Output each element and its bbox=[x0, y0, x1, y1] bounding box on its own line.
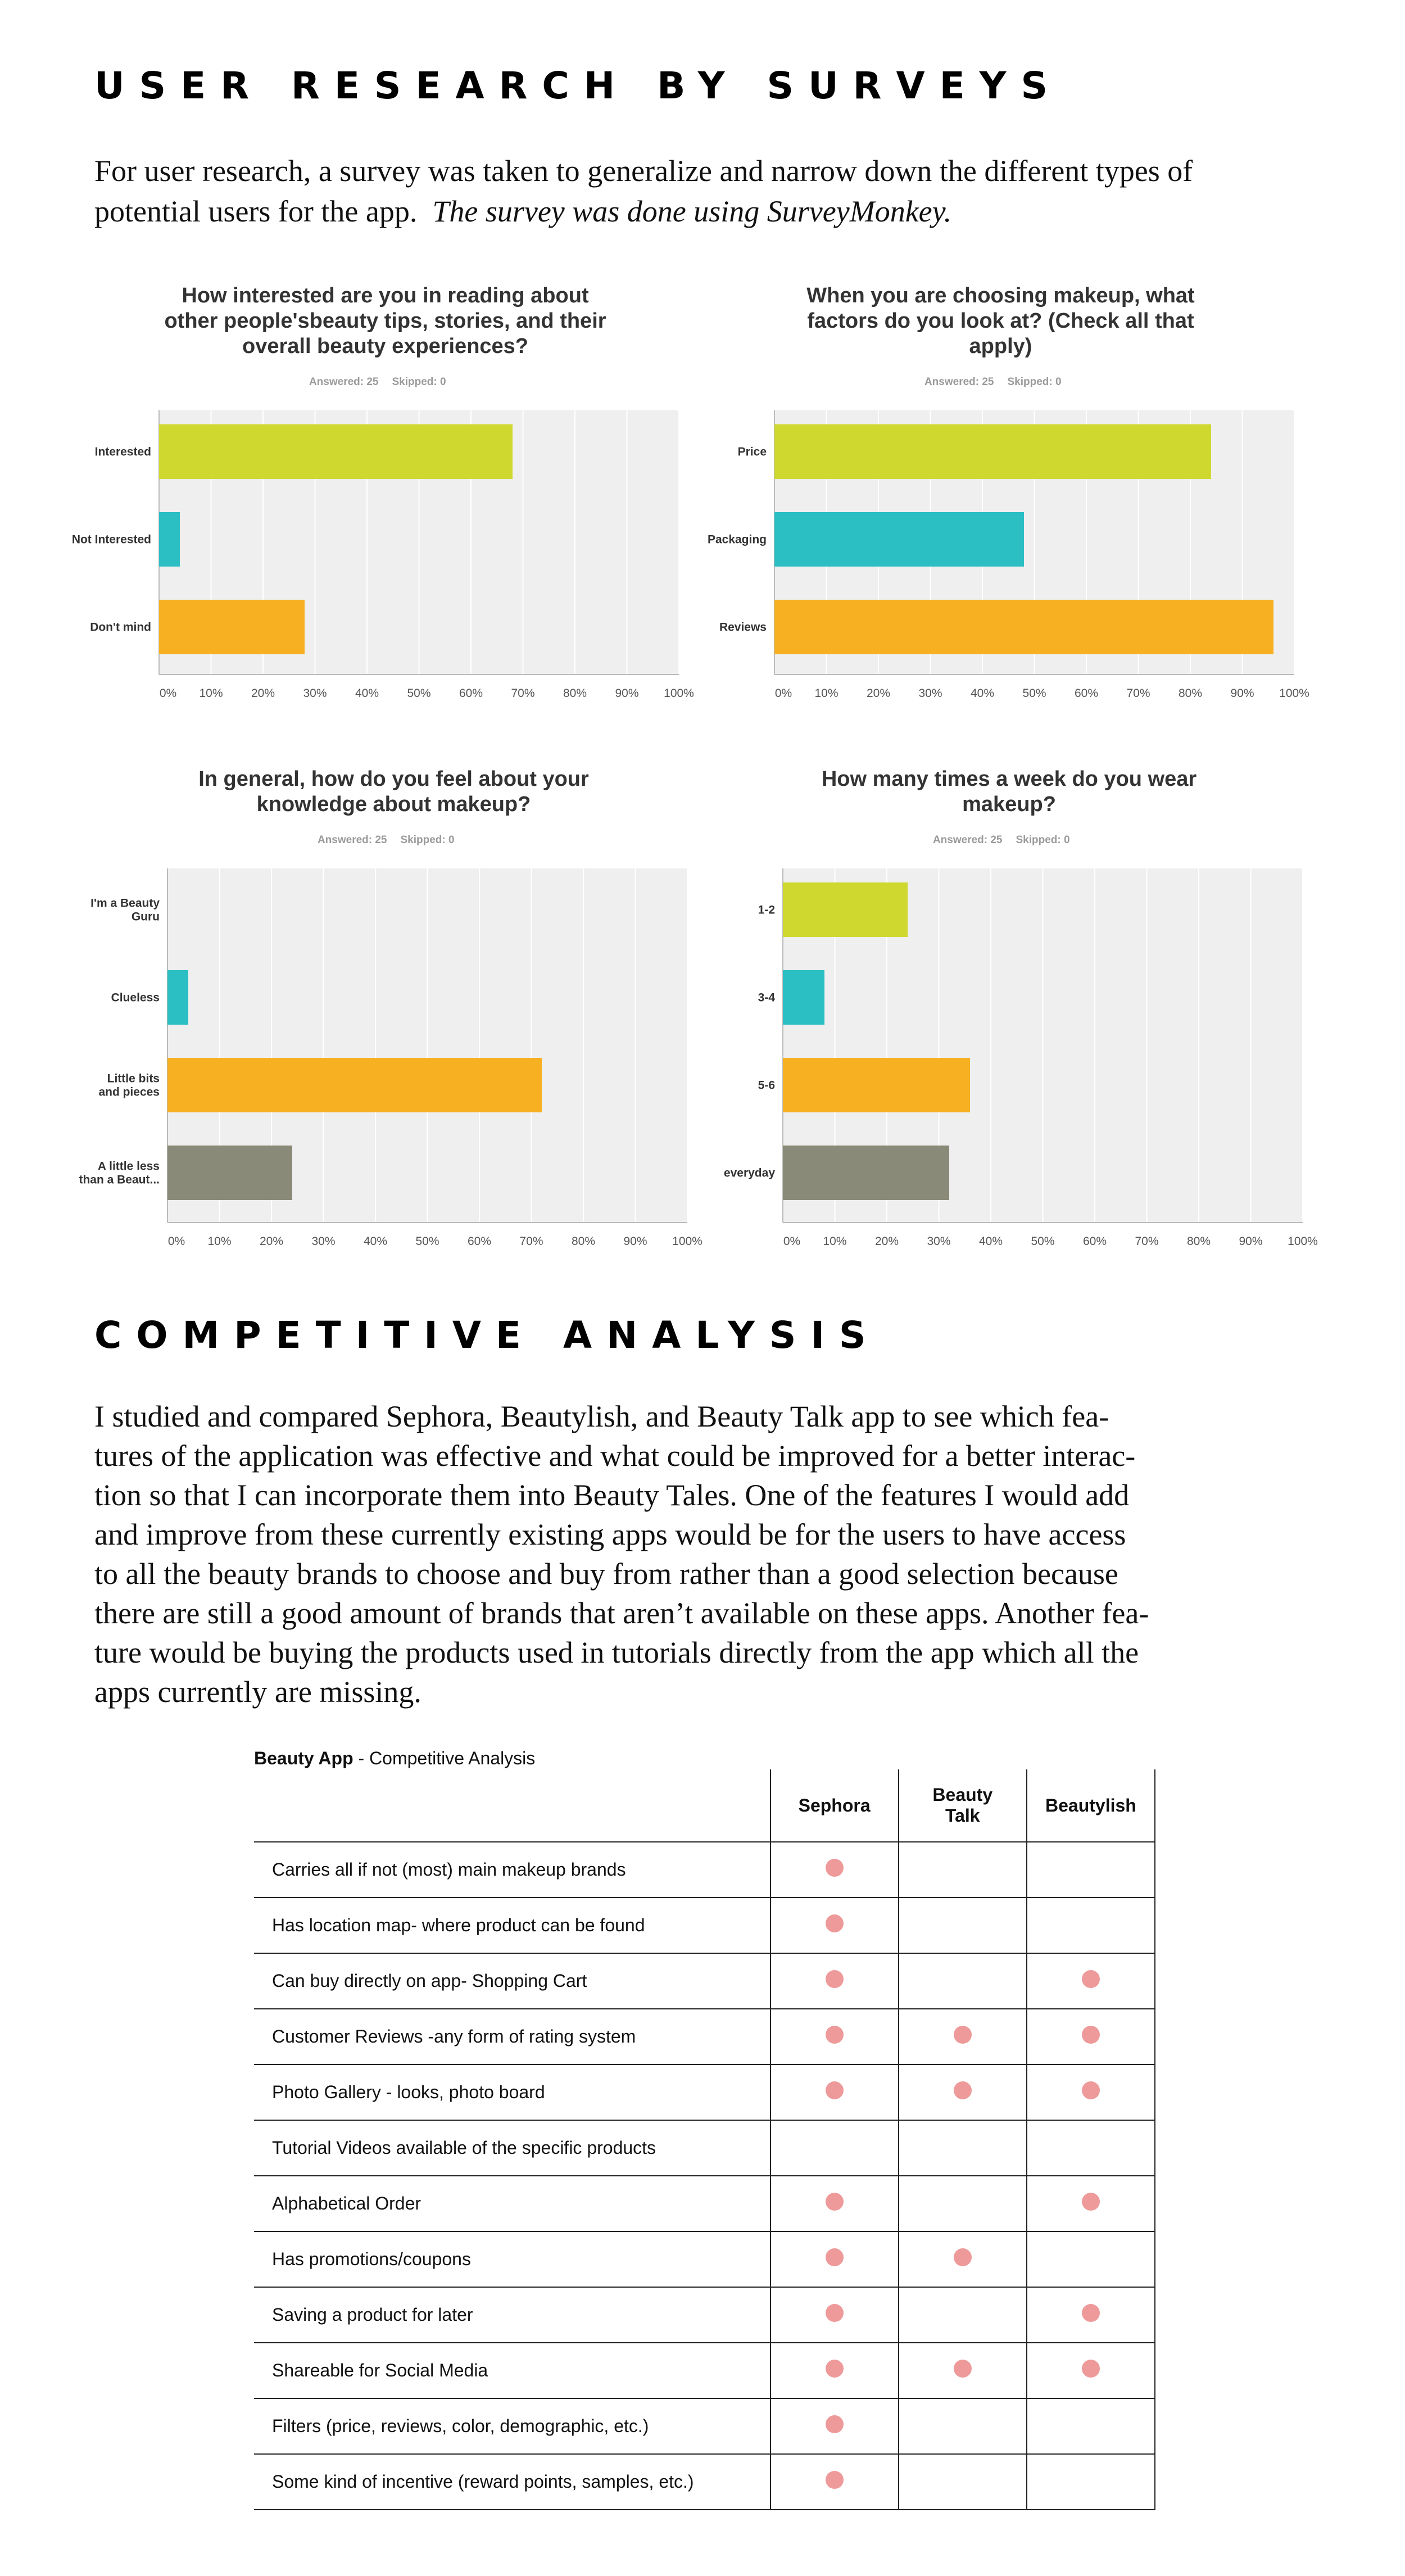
section-heading-competitive-analysis: COMPETITIVE ANALYSIS bbox=[94, 1314, 881, 1357]
check-dot-icon bbox=[826, 1859, 844, 1877]
check-dot-icon bbox=[954, 2248, 972, 2266]
paragraph-line: I studied and compared Sephora, Beautylish, and Beauty Talk app to see which fea- bbox=[94, 1400, 1109, 1433]
chart-svg bbox=[56, 281, 697, 703]
feature-label: Shareable for Social Media bbox=[254, 2343, 771, 2398]
feature-cell bbox=[899, 2009, 1027, 2065]
x-tick-label: 70% bbox=[1135, 1235, 1159, 1248]
feature-label: Photo Gallery - looks, photo board bbox=[254, 2065, 771, 2120]
x-tick-label: 40% bbox=[978, 1235, 1003, 1248]
x-tick-label: 60% bbox=[1074, 687, 1099, 700]
category-label: Clueless bbox=[111, 991, 160, 1004]
intro-text: For user research, a survey was taken to generalize and narrow down the different types of potential users for the app. bbox=[94, 154, 1193, 228]
x-tick-label: 60% bbox=[467, 1235, 492, 1248]
feature-cell bbox=[899, 2343, 1027, 2398]
x-tick-label: 100% bbox=[1288, 1235, 1318, 1248]
x-tick-label: 20% bbox=[259, 1235, 284, 1248]
intro-paragraph bbox=[94, 151, 1303, 232]
bar-packaging bbox=[774, 512, 1024, 567]
check-dot-icon bbox=[1082, 2026, 1100, 2044]
category-label: Not Interested bbox=[71, 533, 151, 546]
table-row bbox=[254, 2065, 1155, 2120]
x-tick-label: 90% bbox=[1239, 1235, 1263, 1248]
table-row bbox=[254, 2454, 1155, 2510]
x-tick-label: 80% bbox=[1186, 1235, 1211, 1248]
check-dot-icon bbox=[826, 2026, 844, 2044]
section-heading-user-research: USER RESEARCH BY SURVEYS bbox=[94, 64, 1062, 107]
x-tick-label: 90% bbox=[615, 687, 639, 700]
category-label: Reviews bbox=[719, 621, 767, 634]
feature-cell bbox=[899, 2454, 1027, 2510]
feature-label: Filters (price, reviews, color, demographic, etc.) bbox=[254, 2398, 771, 2454]
feature-cell bbox=[899, 1842, 1027, 1898]
table-row bbox=[254, 2120, 1155, 2176]
table-row bbox=[254, 2287, 1155, 2343]
check-dot-icon bbox=[826, 2360, 844, 2378]
feature-label: Has location map- where product can be found bbox=[254, 1898, 771, 1953]
bar-little-bits-and-pieces bbox=[167, 1058, 542, 1112]
column-header-beautylish: Beautylish bbox=[1027, 1769, 1155, 1842]
table-row bbox=[254, 1953, 1155, 2009]
feature-cell bbox=[1027, 1953, 1155, 2009]
x-tick-label: 60% bbox=[459, 687, 483, 700]
check-dot-icon bbox=[954, 2026, 972, 2044]
feature-cell bbox=[771, 2454, 899, 2510]
x-tick-label: 90% bbox=[1230, 687, 1254, 700]
x-tick-label: 40% bbox=[355, 687, 379, 700]
check-dot-icon bbox=[1082, 2304, 1100, 2322]
x-tick-label: 0% bbox=[167, 1235, 185, 1248]
feature-label: Tutorial Videos available of the specific products bbox=[254, 2120, 771, 2176]
category-label: everyday bbox=[723, 1166, 775, 1180]
bar-5-6 bbox=[783, 1058, 970, 1112]
x-tick-label: 50% bbox=[415, 1235, 439, 1248]
feature-cell bbox=[771, 2176, 899, 2231]
bar-clueless bbox=[167, 970, 188, 1025]
skipped-count: Skipped: 0 bbox=[392, 376, 446, 388]
feature-label: Saving a product for later bbox=[254, 2287, 771, 2343]
paragraph-line: tion so that I can incorporate them into Beauty Tales. One of the features I would add bbox=[94, 1478, 1130, 1512]
category-label: and pieces bbox=[98, 1085, 160, 1099]
x-tick-label: 100% bbox=[1279, 687, 1309, 700]
competitive-analysis-table bbox=[254, 1769, 1155, 2510]
check-dot-icon bbox=[954, 2360, 972, 2378]
feature-cell bbox=[1027, 2398, 1155, 2454]
paragraph-line: ture would be buying the products used in tutorials directly from the app which all the bbox=[94, 1636, 1139, 1669]
answered-count: Answered: 25 bbox=[932, 834, 1003, 846]
category-label: 1-2 bbox=[758, 903, 775, 917]
table-row bbox=[254, 2398, 1155, 2454]
feature-cell bbox=[899, 1898, 1027, 1953]
skipped-count: Skipped: 0 bbox=[1016, 834, 1070, 846]
feature-cell bbox=[1027, 2120, 1155, 2176]
check-dot-icon bbox=[826, 1914, 844, 1932]
chart-makeup-knowledge bbox=[56, 764, 703, 1251]
skipped-count: Skipped: 0 bbox=[400, 834, 455, 846]
chart-svg bbox=[672, 764, 1318, 1251]
feature-cell bbox=[899, 2176, 1027, 2231]
feature-cell bbox=[771, 2343, 899, 2398]
x-tick-label: 10% bbox=[207, 1235, 232, 1248]
x-tick-label: 20% bbox=[251, 687, 275, 700]
category-label: 5-6 bbox=[758, 1079, 775, 1092]
chart-makeup-frequency bbox=[672, 764, 1318, 1251]
feature-cell bbox=[899, 2398, 1027, 2454]
feature-label: Carries all if not (most) main makeup brands bbox=[254, 1842, 771, 1898]
feature-cell bbox=[771, 2009, 899, 2065]
feature-label: Can buy directly on app- Shopping Cart bbox=[254, 1953, 771, 2009]
feature-cell bbox=[1027, 2231, 1155, 2287]
category-label: Little bits bbox=[107, 1072, 160, 1085]
feature-label: Has promotions/coupons bbox=[254, 2231, 771, 2287]
intro-italic-text: The survey was done using SurveyMonkey. bbox=[432, 194, 952, 228]
x-tick-label: 20% bbox=[874, 1235, 899, 1248]
bar-3-4 bbox=[783, 970, 824, 1025]
skipped-count: Skipped: 0 bbox=[1007, 376, 1062, 388]
feature-label: Customer Reviews -any form of rating system bbox=[254, 2009, 771, 2065]
table-row bbox=[254, 1898, 1155, 1953]
check-dot-icon bbox=[1082, 2360, 1100, 2378]
feature-cell bbox=[1027, 2009, 1155, 2065]
feature-cell bbox=[1027, 2454, 1155, 2510]
category-label: Packaging bbox=[707, 533, 767, 546]
table-caption bbox=[254, 1748, 535, 1769]
x-tick-label: 40% bbox=[363, 1235, 388, 1248]
feature-cell bbox=[899, 1953, 1027, 2009]
category-label: Price bbox=[737, 445, 767, 459]
answered-count: Answered: 25 bbox=[317, 834, 387, 846]
chart-title-line: When you are choosing makeup, what bbox=[806, 284, 1195, 307]
x-tick-label: 70% bbox=[511, 687, 535, 700]
chart-interest-beauty-stories bbox=[56, 281, 697, 703]
chart-title-line: overall beauty experiences? bbox=[242, 334, 529, 358]
check-dot-icon bbox=[826, 2415, 844, 2433]
category-label: Interested bbox=[94, 445, 151, 459]
feature-cell bbox=[899, 2231, 1027, 2287]
feature-cell bbox=[1027, 2176, 1155, 2231]
x-tick-label: 50% bbox=[1022, 687, 1046, 700]
x-tick-label: 80% bbox=[1178, 687, 1203, 700]
chart-svg bbox=[672, 281, 1312, 703]
bar-price bbox=[774, 424, 1211, 479]
column-header-sephora: Sephora bbox=[771, 1769, 899, 1842]
chart-title-line: How interested are you in reading about bbox=[182, 284, 589, 307]
chart-title-line: makeup? bbox=[962, 793, 1056, 816]
check-dot-icon bbox=[826, 2081, 844, 2099]
feature-cell bbox=[771, 1898, 899, 1953]
category-label: Don't mind bbox=[90, 621, 151, 634]
x-tick-label: 0% bbox=[783, 1235, 801, 1248]
x-tick-label: 50% bbox=[407, 687, 431, 700]
check-dot-icon bbox=[1082, 1970, 1100, 1988]
table-row bbox=[254, 2343, 1155, 2398]
x-tick-label: 50% bbox=[1031, 1235, 1055, 1248]
check-dot-icon bbox=[954, 2081, 972, 2099]
x-tick-label: 30% bbox=[918, 687, 942, 700]
feature-cell bbox=[771, 2398, 899, 2454]
category-label: A little less bbox=[97, 1160, 160, 1173]
table-row bbox=[254, 1842, 1155, 1898]
chart-svg bbox=[56, 764, 703, 1251]
feature-cell bbox=[1027, 2343, 1155, 2398]
paragraph-line: and improve from these currently existing apps would be for the users to have access bbox=[94, 1518, 1126, 1551]
chart-title-line: other people'sbeauty tips, stories, and their bbox=[164, 309, 606, 333]
check-dot-icon bbox=[1082, 2193, 1100, 2211]
check-dot-icon bbox=[826, 2304, 844, 2322]
check-dot-icon bbox=[826, 2471, 844, 2489]
chart-title-line: apply) bbox=[969, 334, 1032, 358]
check-dot-icon bbox=[826, 2248, 844, 2266]
feature-cell bbox=[771, 2231, 899, 2287]
feature-label: Alphabetical Order bbox=[254, 2176, 771, 2231]
x-tick-label: 60% bbox=[1082, 1235, 1107, 1248]
answered-count: Answered: 25 bbox=[924, 376, 994, 388]
paragraph-line: to all the beauty brands to choose and buy from rather than a good selection because bbox=[94, 1557, 1118, 1591]
x-tick-label: 30% bbox=[927, 1235, 951, 1248]
table-row bbox=[254, 2176, 1155, 2231]
feature-cell bbox=[1027, 2065, 1155, 2120]
x-tick-label: 70% bbox=[519, 1235, 543, 1248]
x-tick-label: 20% bbox=[866, 687, 891, 700]
feature-cell bbox=[1027, 1898, 1155, 1953]
bar-1-2 bbox=[783, 882, 908, 937]
paragraph-line: tures of the application was effective and what could be improved for a better interac- bbox=[94, 1439, 1136, 1473]
category-label: 3-4 bbox=[758, 991, 775, 1004]
table-caption-bold: Beauty App bbox=[254, 1748, 353, 1768]
feature-cell bbox=[771, 2287, 899, 2343]
x-tick-label: 10% bbox=[199, 687, 223, 700]
chart-title-line: factors do you look at? (Check all that bbox=[807, 309, 1194, 333]
x-tick-label: 90% bbox=[623, 1235, 647, 1248]
category-label: than a Beaut... bbox=[79, 1173, 160, 1187]
x-tick-label: 10% bbox=[823, 1235, 847, 1248]
table-header-row bbox=[254, 1769, 1155, 1842]
bar-reviews bbox=[774, 600, 1273, 654]
feature-cell bbox=[1027, 2287, 1155, 2343]
table-row bbox=[254, 2009, 1155, 2065]
paragraph-line: there are still a good amount of brands that aren’t available on these apps. Another fea- bbox=[94, 1596, 1149, 1630]
table-row bbox=[254, 2231, 1155, 2287]
x-tick-label: 10% bbox=[814, 687, 839, 700]
check-dot-icon bbox=[826, 2193, 844, 2211]
table-caption-rest: - Competitive Analysis bbox=[353, 1748, 536, 1768]
x-tick-label: 40% bbox=[970, 687, 995, 700]
table-body bbox=[254, 1842, 1155, 2510]
answered-count: Answered: 25 bbox=[309, 376, 379, 388]
feature-cell bbox=[771, 1953, 899, 2009]
x-tick-label: 0% bbox=[159, 687, 177, 700]
x-tick-label: 30% bbox=[303, 687, 327, 700]
table-header-blank bbox=[254, 1769, 771, 1842]
x-tick-label: 30% bbox=[311, 1235, 336, 1248]
feature-cell bbox=[1027, 1842, 1155, 1898]
x-tick-label: 100% bbox=[664, 687, 694, 700]
competitive-analysis-paragraph bbox=[94, 1397, 1263, 1712]
chart-title-line: In general, how do you feel about your bbox=[198, 767, 589, 791]
paragraph-line: apps currently are missing. bbox=[94, 1675, 422, 1709]
feature-cell bbox=[771, 2065, 899, 2120]
check-dot-icon bbox=[826, 1970, 844, 1988]
category-label: Guru bbox=[131, 910, 160, 923]
bar-everyday bbox=[783, 1146, 949, 1200]
x-tick-label: 100% bbox=[672, 1235, 703, 1248]
check-dot-icon bbox=[1082, 2081, 1100, 2099]
feature-cell bbox=[899, 2065, 1027, 2120]
x-tick-label: 80% bbox=[571, 1235, 596, 1248]
chart-title-line: knowledge about makeup? bbox=[256, 793, 531, 816]
bar-a-little-less-than-a-beaut bbox=[167, 1146, 292, 1200]
bar-don-t-mind bbox=[159, 600, 305, 654]
x-tick-label: 80% bbox=[563, 687, 587, 700]
feature-cell bbox=[771, 2120, 899, 2176]
x-tick-label: 70% bbox=[1126, 687, 1150, 700]
x-tick-label: 0% bbox=[774, 687, 792, 700]
column-header-beauty-talk: Beauty Talk bbox=[899, 1769, 1027, 1842]
feature-cell bbox=[771, 1842, 899, 1898]
chart-title-line: How many times a week do you wear bbox=[821, 767, 1197, 791]
bar-interested bbox=[159, 424, 513, 479]
feature-cell bbox=[899, 2120, 1027, 2176]
category-label: I'm a Beauty bbox=[90, 897, 160, 910]
bar-not-interested bbox=[159, 512, 180, 567]
chart-makeup-factors bbox=[672, 281, 1312, 703]
feature-label: Some kind of incentive (reward points, samples, etc.) bbox=[254, 2454, 771, 2510]
feature-cell bbox=[899, 2287, 1027, 2343]
